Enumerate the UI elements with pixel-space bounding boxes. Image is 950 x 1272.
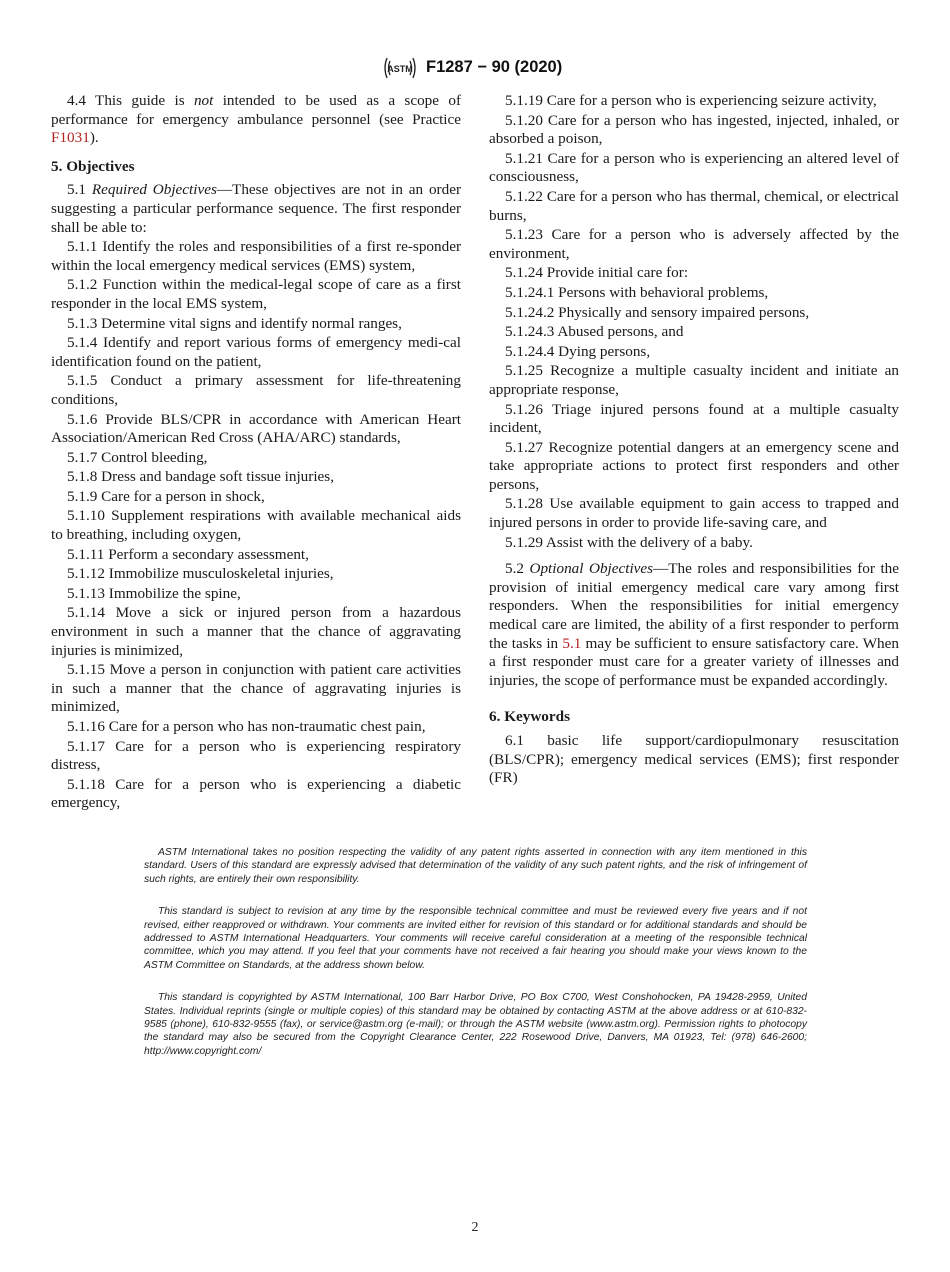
list-item: 5.1.24.2 Physically and sensory impaired persons, <box>505 303 810 321</box>
list-item: 5.1.26 Triage injured persons found at a multiple casualty incident, <box>489 400 899 437</box>
list-item: 5.1.21 Care for a person who is experiencing an altered level of consciousness, <box>489 149 899 186</box>
svg-text:ASTM: ASTM <box>387 64 413 74</box>
section-5-heading: 5. Objectives <box>51 157 135 175</box>
list-item: 5.1.24 Provide initial care for: <box>505 264 689 282</box>
list-item: 5.1.13 Immobilize the spine, <box>67 584 241 602</box>
list-item: 5.1.7 Control bleeding, <box>67 448 208 466</box>
standard-designation: F1287 − 90 (2020) <box>426 58 563 76</box>
list-item: 5.1.5 Conduct a primary assessment for life-threatening conditions, <box>51 372 461 408</box>
section-6-heading: 6. Keywords <box>489 708 570 726</box>
list-item: 5.1.1 Identify the roles and responsibilities of a first re-sponder within the local emergency medical services (EMS) system, <box>51 238 461 274</box>
list-item: 5.1.10 Supplement respirations with available mechanical aids to breathing, including oxygen, <box>51 507 461 544</box>
list-item: 5.1.28 Use available equipment to gain access to trapped and injured persons in order to provide life-saving care, and <box>489 495 899 532</box>
paragraph-4-4: 4.4 This guide is not intended to be used as a scope of performance for emergency ambulance personnel (see Practice F1031). <box>51 92 461 147</box>
list-item: 5.1.3 Determine vital signs and identify normal ranges, <box>67 314 402 332</box>
list-item: 5.1.14 Move a sick or injured person from a hazardous environment in such a manner that the chance of aggravating injuries is minimized, <box>51 604 461 659</box>
patent-notice: ASTM International takes no position respecting the validity of any patent rights asserted in connection with any item mentioned in this standard. Users of this standard are expressly advised that determination of the validity of any such patent rights, and the risk of infringement of such rights, are entirely their own responsibility. <box>144 847 807 885</box>
list-item: 5.1.23 Care for a person who is adversely affected by the environment, <box>489 226 899 262</box>
paragraph-6-1: 6.1 basic life support/cardiopulmonary resuscitation (BLS/CPR); emergency medical services (EMS); first responder (FR) <box>489 732 899 787</box>
list-item: 5.1.24.4 Dying persons, <box>505 342 651 360</box>
right-column <box>489 92 899 789</box>
list-item: 5.1.11 Perform a secondary assessment, <box>67 545 309 563</box>
list-item: 5.1.18 Care for a person who is experiencing a diabetic emergency, <box>51 775 461 812</box>
list-item: 5.1.29 Assist with the delivery of a baby. <box>505 533 753 551</box>
page-header <box>0 54 950 84</box>
legal-notices <box>144 846 807 1077</box>
section-5-1-link[interactable]: 5.1 <box>562 634 582 652</box>
list-item: 5.1.15 Move a person in conjunction with patient care activities in such a manner that the chance of aggravating injuries is minimized, <box>51 661 461 716</box>
page-number: 2 <box>471 1220 479 1235</box>
copyright-notice: This standard is copyrighted by ASTM International, 100 Barr Harbor Drive, PO Box C700, West Conshohocken, PA 19428-2959, United States. Individual reprints (single or multiple copies) of this standard may be obtained by contacting ASTM at the above address or at 610-832-9585 (phone), 610-832-9555 (fax), or service@astm.org (e-mail); or through the ASTM website (www.astm.org). Permission rights to photocopy the standard may also be secured from the Copyright Clearance Center, 222 Rosewood Drive, Danvers, MA 01923, Tel: (978) 646-2600; http://www.copyright.com/ <box>144 992 807 1057</box>
list-item: 5.1.27 Recognize potential dangers at an emergency scene and take appropriate actions to protect first responders and other persons, <box>489 438 899 493</box>
left-column <box>51 92 461 814</box>
practice-f1031-link[interactable]: F1031 <box>51 129 90 147</box>
paragraph-5-1: 5.1 Required Objectives—These objectives are not in an order suggesting a particular performance sequence. The first responder shall be able to: <box>51 181 462 236</box>
list-item: 5.1.2 Function within the medical-legal scope of care as a first responder in the local EMS system, <box>51 276 461 312</box>
list-item: 5.1.19 Care for a person who is experiencing seizure activity, <box>505 92 877 109</box>
list-item: 5.1.22 Care for a person who has thermal, chemical, or electrical burns, <box>489 187 899 224</box>
list-item: 5.1.6 Provide BLS/CPR in accordance with American Heart Association/American Red Cross (AHA/ARC) standards, <box>51 410 461 447</box>
list-item: 5.1.4 Identify and report various forms of emergency medi-cal identification found on the patient, <box>51 334 461 370</box>
list-item: 5.1.17 Care for a person who is experiencing respiratory distress, <box>51 737 461 774</box>
astm-logo-icon <box>381 54 419 82</box>
list-item: 5.1.16 Care for a person who has non-traumatic chest pain, <box>67 718 426 735</box>
list-item: 5.1.12 Immobilize musculoskeletal injuries, <box>67 565 334 583</box>
paragraph-5-2: 5.2 Optional Objectives—The roles and responsibilities for the provision of initial emergency medical care vary among first responders. When the responsibilities for initial emergency medical care are limited, the ability of a first responder to perform the tasks in 5.1 may be sufficient to ensure satisfactory care. When a first responder must care for a greater variety of illnesses and injuries, the scope of performance must be expanded accordingly. <box>489 560 899 689</box>
list-item: 5.1.25 Recognize a multiple casualty incident and initiate an appropriate response, <box>489 362 899 398</box>
list-item: 5.1.9 Care for a person in shock, <box>67 487 265 505</box>
list-item: 5.1.8 Dress and bandage soft tissue injuries, <box>67 468 334 486</box>
revision-notice: This standard is subject to revision at any time by the responsible technical committee and must be reviewed every five years and if not revised, either reapproved or withdrawn. Your comments are invited either for revision of this standard or for additional standards and should be addressed to ASTM International Headquarters. Your comments will receive careful consideration at a meeting of the responsible technical committee, which you may attend. If you feel that your comments have not received a fair hearing you should make your views known to the ASTM Committee on Standards, at the address shown below. <box>144 906 807 971</box>
list-item: 5.1.20 Care for a person who has ingested, injected, inhaled, or absorbed a poison, <box>489 111 899 148</box>
list-item: 5.1.24.3 Abused persons, and <box>505 323 684 341</box>
list-item: 5.1.24.1 Persons with behavioral problems, <box>505 283 769 301</box>
